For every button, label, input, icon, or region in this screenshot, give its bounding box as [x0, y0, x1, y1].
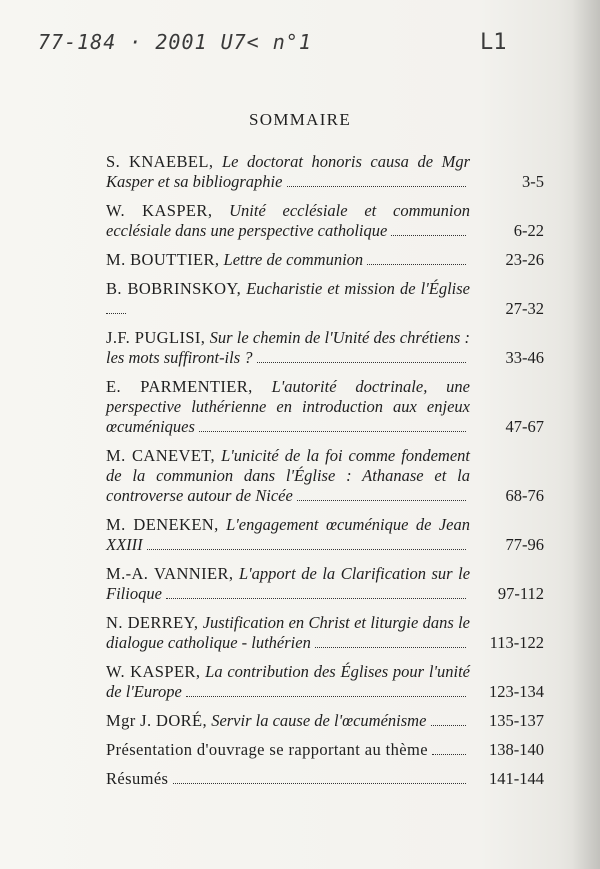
- toc-work-title: L'engagement œcuménique de Jean XXIII: [106, 515, 471, 554]
- dot-leader: [166, 585, 466, 599]
- dot-leader: [431, 712, 466, 726]
- toc-entry-text: [106, 564, 470, 604]
- dot-leader: [186, 683, 466, 697]
- toc-entry: [106, 515, 544, 555]
- dot-leader: [297, 487, 466, 501]
- toc-page-range: 113-122: [489, 633, 544, 652]
- dot-leader: [173, 770, 466, 784]
- toc-author: Résumés: [106, 769, 169, 788]
- toc-entry-text: [106, 377, 470, 437]
- toc-author: W. KASPER,: [106, 662, 201, 681]
- toc-page-range: 68-76: [505, 486, 544, 505]
- toc-entry-text: [106, 328, 470, 368]
- toc-page-range: 77-96: [505, 535, 544, 554]
- handwritten-corner-mark: L1: [480, 30, 507, 55]
- toc-entry: [106, 250, 544, 270]
- toc-entry-text: [106, 515, 470, 555]
- toc-entry-text: [106, 711, 470, 731]
- toc-page-range: 141-144: [489, 769, 544, 788]
- toc-work-title: Le doctorat honoris causa de Mgr Kasper et sa bibliographie: [106, 152, 471, 191]
- toc-author: J.F. PUGLISI,: [106, 328, 206, 347]
- toc-author: W. KASPER,: [106, 201, 213, 220]
- toc-work-title: Unité ecclésiale et communion ecclésiale dans une perspective catholique: [106, 201, 470, 240]
- toc-entry: [106, 377, 544, 437]
- toc-entry-text: [106, 613, 470, 653]
- toc-entry-text: [106, 446, 470, 506]
- dot-leader: [391, 222, 466, 236]
- toc-page-range: 47-67: [505, 417, 544, 436]
- toc-work-title: L'apport de la Clarification sur le Filioque: [106, 564, 471, 603]
- toc-author: B. BOBRINSKOY,: [106, 279, 242, 298]
- toc-work-title: Lettre de communion: [223, 250, 364, 269]
- binding-shadow: [572, 0, 600, 869]
- toc-author: M. CANEVET,: [106, 446, 216, 465]
- toc-author: E. PARMENTIER,: [106, 377, 253, 396]
- toc-entry-text: [106, 769, 470, 789]
- toc-entry: [106, 711, 544, 731]
- toc-work-title: Servir la cause de l'œcuménisme: [211, 711, 427, 730]
- toc-entry: [106, 564, 544, 604]
- toc-work-title: Justification en Christ et liturgie dans le dialogue catholique - luthérien: [106, 613, 471, 652]
- toc-entry: [106, 769, 544, 789]
- toc-work-title: L'autorité doctrinale, une perspective luthérienne en introduction aux enjeux œcuméniques: [106, 377, 470, 436]
- toc-page-range: 33-46: [505, 348, 544, 367]
- dot-leader: [106, 300, 126, 314]
- toc-entry: [106, 152, 544, 192]
- handwritten-shelfmark: 77-184 · 2001 U7< n°1: [38, 30, 312, 54]
- toc-work-title: Eucharistie et mission de l'Église: [246, 279, 470, 298]
- toc-page-range: 27-32: [505, 299, 544, 318]
- toc-entry: [106, 446, 544, 506]
- toc-page-range: 138-140: [489, 740, 544, 759]
- toc-page-range: 123-134: [489, 682, 544, 701]
- toc-work-title: Sur le chemin de l'Unité des chrétiens : les mots suffiront-ils ?: [106, 328, 470, 367]
- toc-entry: [106, 201, 544, 241]
- toc-entry: [106, 613, 544, 653]
- toc-entry-text: [106, 662, 470, 702]
- dot-leader: [315, 634, 466, 648]
- dot-leader: [367, 251, 466, 265]
- toc-entry: [106, 662, 544, 702]
- dot-leader: [257, 349, 466, 363]
- toc-author: S. KNAEBEL,: [106, 152, 214, 171]
- toc-entry: [106, 279, 544, 319]
- toc-page-range: 97-112: [497, 584, 544, 603]
- toc-entry: [106, 328, 544, 368]
- toc-entry: [106, 740, 544, 760]
- page-title: SOMMAIRE: [248, 110, 352, 129]
- toc-page-range: 23-26: [505, 250, 544, 269]
- toc-entry-text: [106, 250, 470, 270]
- toc-page-range: 6-22: [513, 221, 544, 240]
- toc-author: N. DERREY,: [106, 613, 199, 632]
- toc-author: M. BOUTTIER,: [106, 250, 220, 269]
- dot-leader: [432, 741, 466, 755]
- toc-entry-text: [106, 279, 470, 319]
- dot-leader: [287, 173, 466, 187]
- dot-leader: [147, 536, 466, 550]
- toc-entry-text: [106, 740, 470, 760]
- toc-work-title: L'unicité de la foi comme fondement de la communion dans l'Église : Athanase et la controverse autour de Nicée: [106, 446, 470, 505]
- toc-author: Présentation d'ouvrage se rapportant au thème: [106, 740, 428, 759]
- toc-entry-text: [106, 152, 470, 192]
- toc-page-range: 3-5: [522, 172, 544, 191]
- toc-author: M.-A. VANNIER,: [106, 564, 234, 583]
- toc-author: Mgr J. DORÉ,: [106, 711, 208, 730]
- table-of-contents: [106, 152, 544, 798]
- dot-leader: [199, 418, 466, 432]
- toc-author: M. DENEKEN,: [106, 515, 219, 534]
- toc-page-range: 135-137: [489, 711, 544, 730]
- toc-entry-text: [106, 201, 470, 241]
- toc-work-title: La contribution des Églises pour l'unité de l'Europe: [106, 662, 470, 701]
